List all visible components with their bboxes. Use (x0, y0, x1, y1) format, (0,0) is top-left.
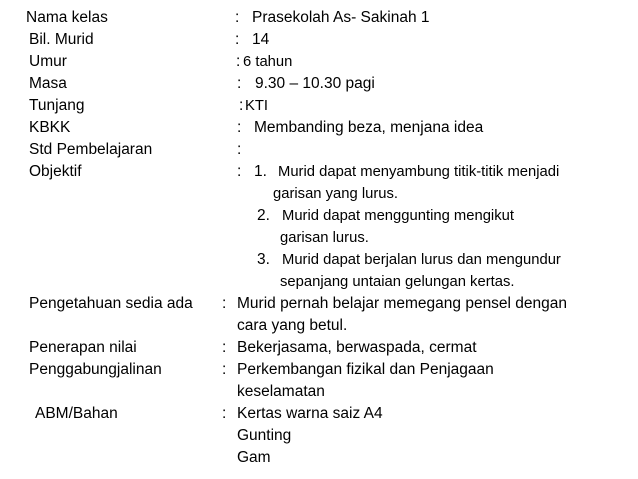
value-bil-murid: 14 (252, 31, 270, 48)
value-line: Bekerjasama, berwaspada, cermat (237, 339, 477, 356)
objective-number: 2. (257, 207, 270, 224)
colon-umur: : (236, 53, 241, 70)
value-line: Murid pernah belajar memegang pensel dengan (237, 295, 568, 312)
value-line: Gunting (237, 427, 292, 444)
colon-penerapan-nilai: : (222, 339, 227, 356)
label-std-pembelajaran: Std Pembelajaran (29, 141, 153, 158)
label-kbkk: KBKK (29, 119, 71, 136)
value-line: cara yang betul. (237, 317, 348, 334)
objective-number: 3. (257, 251, 270, 268)
objective-line: garisan yang lurus. (273, 186, 399, 202)
colon-pengetahuan-sedia-ada: : (222, 295, 227, 312)
label-tunjang: Tunjang (29, 97, 85, 114)
colon-std-pembelajaran: : (237, 141, 242, 158)
label-bil-murid: Bil. Murid (29, 31, 94, 48)
colon-nama-kelas: : (235, 9, 240, 26)
label-pengetahuan-sedia-ada: Pengetahuan sedia ada (29, 295, 193, 312)
label-masa: Masa (29, 75, 67, 92)
label-umur: Umur (29, 53, 67, 70)
colon-bil-murid: : (235, 31, 240, 48)
objective-line: sepanjang untaian gelungan kertas. (280, 274, 515, 290)
colon-penggabungjalinan: : (222, 361, 227, 378)
objective-line: garisan lurus. (280, 230, 369, 246)
label-objektif: Objektif (29, 163, 82, 180)
value-umur: 6 tahun (243, 54, 293, 70)
objective-number: 1. (254, 163, 267, 180)
colon-tunjang: : (239, 97, 244, 114)
objective-line: Murid dapat menyambung titik-titik menjadi (278, 164, 560, 180)
objective-line: Murid dapat berjalan lurus dan mengundur (282, 252, 561, 268)
colon-masa: : (237, 75, 242, 92)
value-line: Kertas warna saiz A4 (237, 405, 383, 422)
label-abm-bahan: ABM/Bahan (35, 405, 118, 422)
objective-line: Murid dapat menggunting mengikut (282, 208, 514, 224)
label-penggabungjalinan: Penggabungjalinan (29, 361, 162, 378)
value-line: Perkembangan fizikal dan Penjagaan (237, 361, 494, 378)
label-penerapan-nilai: Penerapan nilai (29, 339, 137, 356)
value-masa: 9.30 – 10.30 pagi (255, 75, 375, 92)
value-nama-kelas: Prasekolah As- Sakinah 1 (252, 9, 430, 26)
colon-kbkk: : (237, 119, 242, 136)
colon-objektif: : (237, 163, 242, 180)
value-tunjang: KTI (245, 98, 269, 114)
value-kbkk: Membanding beza, menjana idea (254, 119, 484, 136)
colon-abm-bahan: : (222, 405, 227, 422)
label-nama-kelas: Nama kelas (26, 9, 108, 26)
value-line: Gam (237, 449, 271, 466)
value-line: keselamatan (237, 383, 325, 400)
